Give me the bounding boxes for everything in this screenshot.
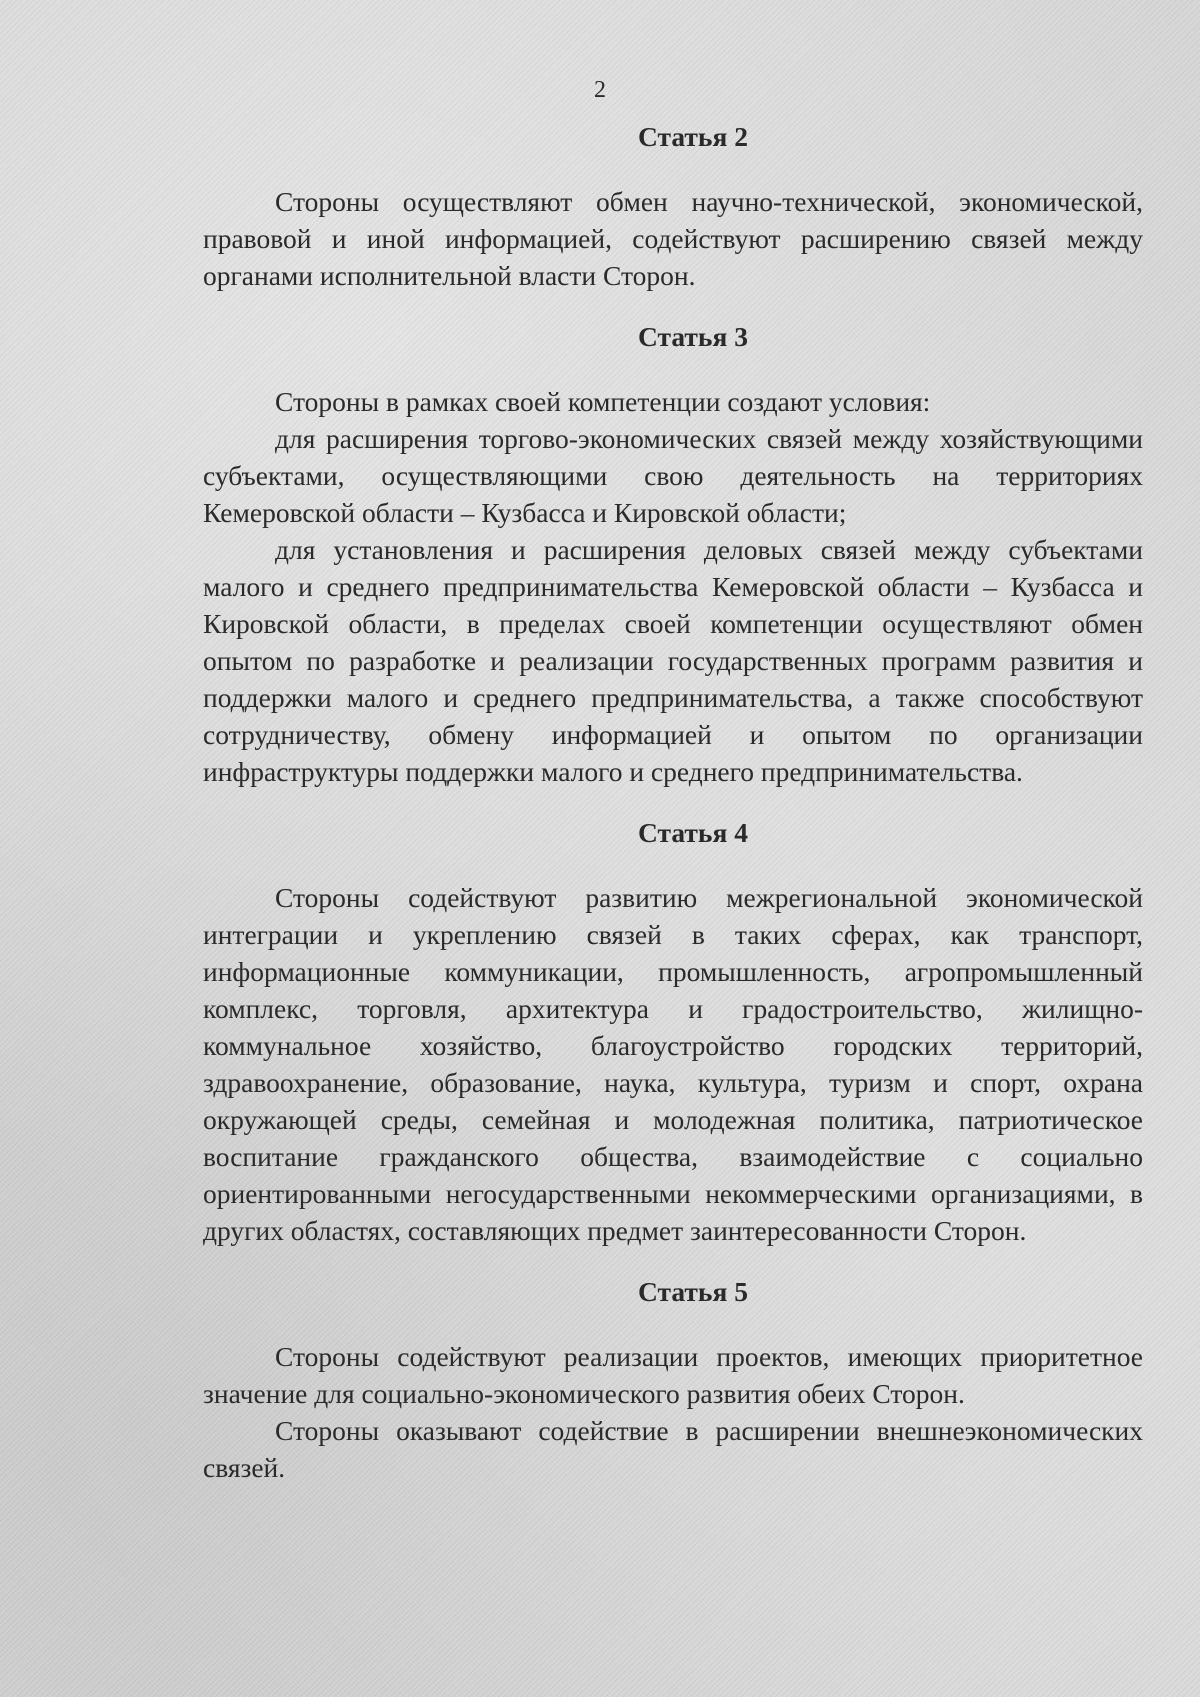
article-5 [203,1273,1143,1486]
article-paragraph: для расширения торгово-экономических связей между хозяйствующими субъектами, осуществляющими свою деятельность на территориях Кемеровской области – Кузбасса и Кировской области; [203,423,1143,528]
article-paragraph: для установления и расширения деловых связей между субъектами малого и среднего предпринимательства Кемеровской области – Кузбасса и Кировской области, в пределах своей компетенции осуществляют обмен опытом по разработке и реализации государственных программ развития и поддержки малого и среднего предпринимательства, а также способствуют сотрудничеству, обмену информацией и опытом по организации инфраструктуры поддержки малого и среднего предпринимательства. [203,534,1143,787]
article-4 [203,814,1143,1249]
article-paragraph: Стороны в рамках своей компетенции создают условия: [275,386,931,417]
article-title: Статья 4 [638,817,748,848]
article-paragraph: Стороны оказывают содействие в расширении внешнеэкономических связей. [203,1415,1143,1483]
article-title: Статья 5 [638,1276,748,1307]
article-3 [203,318,1143,790]
article-title: Статья 3 [638,321,748,352]
article-2 [203,118,1143,294]
article-paragraph: Стороны содействуют реализации проектов, имеющих приоритетное значение для социально-экономического развития обеих Сторон. [203,1341,1143,1409]
article-paragraph: Стороны содействуют развитию межрегиональной экономической интеграции и укреплению связей в таких сферах, как транспорт, информационные коммуникации, промышленность, агропромышленный комплекс, торговля, архитектура и градостроительство, жилищно-коммунальное хозяйство, благоустройство городских территорий, здравоохранение, образование, наука, культура, туризм и спорт, охрана окружающей среды, семейная и молодежная политика, патриотическое воспитание гражданского общества, взаимодействие с социально ориентированными негосударственными некоммерческими организациями, в других областях, составляющих предмет заинтересованности Сторон. [203,882,1143,1246]
page-number: 2 [594,77,606,103]
article-title: Статья 2 [638,121,748,152]
article-paragraph: Стороны осуществляют обмен научно-технической, экономической, правовой и иной информацией, содействуют расширению связей между органами исполнительной власти Сторон. [203,186,1143,291]
document-body [203,118,1143,1510]
